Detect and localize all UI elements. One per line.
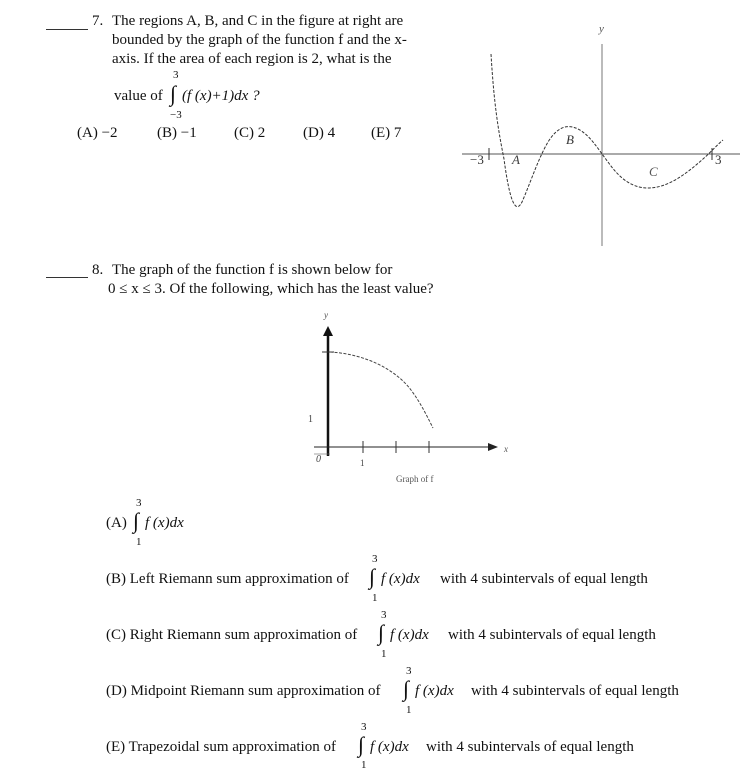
q8-text-line1: The graph of the function f is shown below for xyxy=(112,262,393,278)
q8-choice-d-integral-sign: ∫ xyxy=(403,676,410,701)
q7-region-b: B xyxy=(566,132,574,147)
q8-choice-e-lower: 1 xyxy=(361,759,367,771)
q7-y-axis-label: y xyxy=(599,23,604,35)
q8-choice-d-upper: 3 xyxy=(406,665,412,677)
q8-choice-a-upper: 3 xyxy=(136,497,142,509)
q8-choice-c-integral-sign: ∫ xyxy=(378,620,385,645)
q8-choice-b-label: (B) Left Riemann sum approximation of xyxy=(106,571,349,587)
q8-choice-b-integrand: f (x)dx xyxy=(381,571,420,587)
q8-choice-d-text: with 4 subintervals of equal length xyxy=(471,683,679,699)
q8-y-axis-label: y xyxy=(324,310,328,320)
q8-choice-a-integrand: f (x)dx xyxy=(145,515,184,531)
q8-choice-a-lower: 1 xyxy=(136,536,142,548)
answer-blank-q7 xyxy=(46,29,88,30)
q8-text-line2: 0 ≤ x ≤ 3. Of the following, which has the least value? xyxy=(108,281,434,297)
q8-choice-e-label: (E) Trapezoidal sum approximation of xyxy=(106,739,336,755)
q8-choice-c-label: (C) Right Riemann sum approximation of xyxy=(106,627,358,643)
q7-choice-e: (E) 7 xyxy=(371,125,402,141)
q8-choice-b-integral-sign: ∫ xyxy=(369,564,376,589)
q8-choice-c-upper: 3 xyxy=(381,609,387,621)
q7-integral-lower-limit: −3 xyxy=(170,109,182,121)
q7-region-a: A xyxy=(512,152,520,167)
q7-label-3: 3 xyxy=(715,152,722,167)
q8-choice-c-lower: 1 xyxy=(381,648,387,660)
q8-x-axis-arrow xyxy=(488,443,498,451)
q8-choice-e-integrand: f (x)dx xyxy=(370,739,409,755)
q8-choice-b-lower: 1 xyxy=(372,592,378,604)
q7-region-c: C xyxy=(649,164,658,179)
q8-graph-caption: Graph of f xyxy=(396,474,434,484)
q7-label-minus3: −3 xyxy=(470,152,484,167)
q7-text-line1: The regions A, B, and C in the figure at right are xyxy=(112,13,404,29)
q8-choice-d-integrand: f (x)dx xyxy=(415,683,454,699)
q8-choice-e-upper: 3 xyxy=(361,721,367,733)
q7-text-line2: bounded by the graph of the function f and the x- xyxy=(112,32,407,48)
question-number-8: 8. xyxy=(92,262,104,278)
answer-blank-q8 xyxy=(46,277,88,278)
q8-choice-c-integrand: f (x)dx xyxy=(390,627,429,643)
question-number-7: 7. xyxy=(92,13,104,29)
q7-integral-upper-limit: 3 xyxy=(173,69,179,81)
q7-integrand: (f (x)+1)dx ? xyxy=(182,88,260,104)
q8-choice-e-integral-sign: ∫ xyxy=(358,732,365,757)
q8-choice-e-text: with 4 subintervals of equal length xyxy=(426,739,634,755)
q8-choice-d-label: (D) Midpoint Riemann sum approximation of xyxy=(106,683,381,699)
q8-function-graph xyxy=(296,306,526,490)
q8-origin-label: 0 xyxy=(316,454,321,465)
q7-function-graph xyxy=(458,14,743,254)
q7-choice-b: (B) −1 xyxy=(157,125,197,141)
q8-curve xyxy=(330,352,433,428)
q7-integral-sign: ∫ xyxy=(170,81,177,106)
q8-choice-b-text: with 4 subintervals of equal length xyxy=(440,571,648,587)
q8-x-axis-label: x xyxy=(504,444,508,454)
q7-choice-c: (C) 2 xyxy=(234,125,266,141)
q8-y-axis-arrow xyxy=(323,326,333,336)
q7-text-line3: axis. If the area of each region is 2, what is the xyxy=(112,51,392,67)
q8-x-label-1: 1 xyxy=(360,458,365,468)
q8-choice-b-upper: 3 xyxy=(372,553,378,565)
q7-choice-d: (D) 4 xyxy=(303,125,336,141)
q7-choice-a: (A) −2 xyxy=(77,125,118,141)
q7-value-of-label: value of xyxy=(114,88,163,104)
q8-choice-c-text: with 4 subintervals of equal length xyxy=(448,627,656,643)
q8-choice-d-lower: 1 xyxy=(406,704,412,716)
q8-choice-a-integral-sign: ∫ xyxy=(133,508,140,533)
q7-curve xyxy=(491,54,723,207)
q8-y-label-1: 1 xyxy=(308,414,313,425)
q8-choice-a-label: (A) xyxy=(106,515,127,531)
